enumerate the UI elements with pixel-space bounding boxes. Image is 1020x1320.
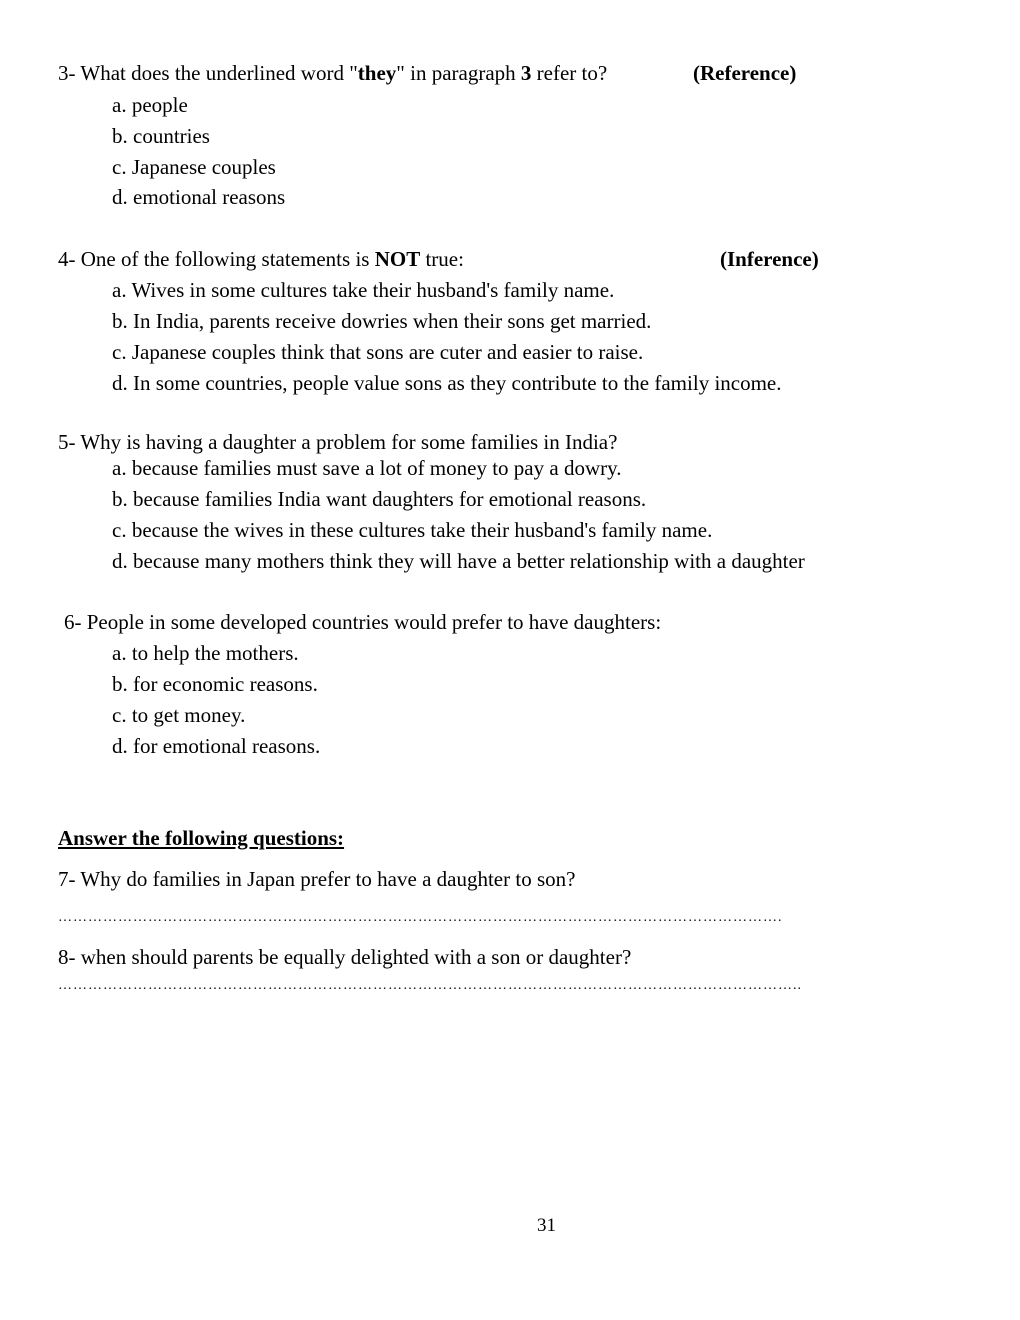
option: c. Japanese couples think that sons are cuter and easier to raise. — [112, 340, 644, 364]
question-6-stem: 6- People in some developed countries would prefer to have daughters: — [64, 610, 662, 634]
option: d. because many mothers think they will have a better relationship with a daughter — [112, 549, 805, 573]
page-number: 31 — [537, 1215, 556, 1236]
question-type-tag: (Inference) — [720, 247, 819, 271]
option: c. to get money. — [112, 703, 246, 727]
question-7-stem: 7- Why do families in Japan prefer to have a daughter to son? — [58, 867, 576, 891]
option: c. because the wives in these cultures take their husband's family name. — [112, 518, 713, 542]
option: a. Wives in some cultures take their husband's family name. — [112, 278, 615, 302]
option: d. for emotional reasons. — [112, 734, 321, 758]
option: d. In some countries, people value sons as they contribute to the family income. — [112, 371, 782, 395]
question-3-stem: 3- What does the underlined word "they" in paragraph 3 refer to? — [58, 61, 608, 85]
question-8-stem: 8- when should parents be equally delighted with a son or daughter? — [58, 945, 632, 969]
option: a. because families must save a lot of money to pay a dowry. — [112, 456, 622, 480]
option: b. countries — [112, 124, 210, 148]
option: b. because families India want daughters for emotional reasons. — [112, 487, 647, 511]
option: d. emotional reasons — [112, 185, 286, 209]
question-4-stem: 4- One of the following statements is NOT true: — [58, 247, 464, 271]
answer-line[interactable]: ………………………………………………………………………………………………………………………………….. — [58, 978, 802, 993]
option: c. Japanese couples — [112, 155, 276, 179]
question-5-stem: 5- Why is having a daughter a problem for some families in India? — [58, 430, 618, 454]
option: a. to help the mothers. — [112, 641, 299, 665]
option: a. people — [112, 93, 188, 117]
option: b. for economic reasons. — [112, 672, 318, 696]
option: b. In India, parents receive dowries when their sons get married. — [112, 309, 652, 333]
answer-line[interactable]: ………………………………………………………………………………………………………………………………. — [58, 910, 783, 925]
section-heading: Answer the following questions: — [58, 826, 345, 850]
question-type-tag: (Reference) — [693, 61, 797, 85]
